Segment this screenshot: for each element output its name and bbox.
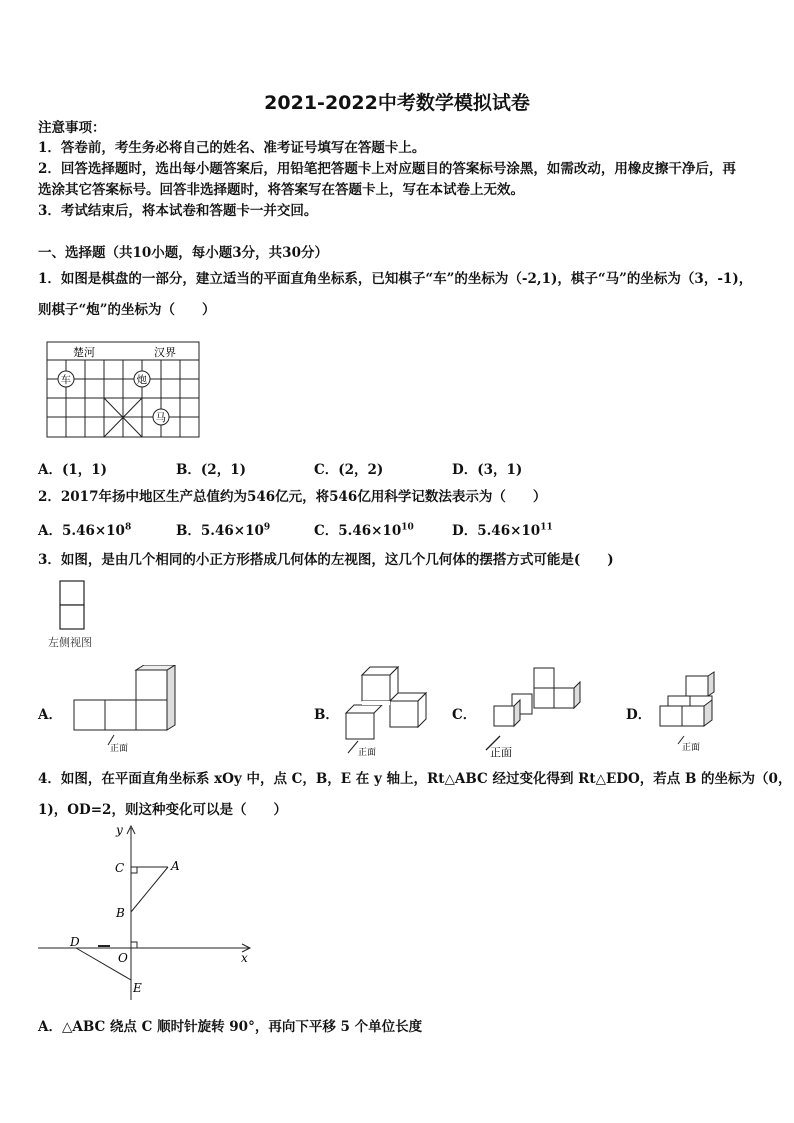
q2-text: 2．2017年扬中地区生产总值约为546亿元，将546亿用科学记数法表示为（ ） (38, 489, 547, 505)
q3-figure-d (656, 670, 726, 754)
coordinate-figure (36, 822, 262, 1004)
origin-label: O (118, 951, 128, 965)
q4-text: 4．如图，在平面直角坐标系 xOy 中，点 C，B，E 在 y 轴上，Rt△ABC 经过变化得到 Rt△EDO，若点 B 的坐标为（0， (38, 771, 792, 787)
q1-text: 1．如图是棋盘的一部分，建立适当的平面直角坐标系，已知棋子“车”的坐标为（-2,1)，棋子“马”的坐标为（3，-1)， (38, 271, 753, 287)
q1-option-d: D．(3，1) (452, 462, 523, 478)
page-title: 2021-2022中考数学模拟试卷 (264, 92, 530, 114)
chess-board-figure (46, 341, 202, 439)
q2-option-c: C．$5.46\times 10^{10}$ (314, 522, 414, 539)
q4-option-a: A．△ABC 绕点 C 顺时针旋转 90°，再向下平移 5 个单位长度 (38, 1019, 423, 1035)
point-a-label: A (171, 859, 180, 873)
q3-figure-c (480, 662, 590, 760)
note-item-3: 3．考试结束后，将本试卷和答题卡一并交回。 (38, 203, 318, 219)
point-c-label: C (115, 861, 125, 875)
front-label-a: 正面 (110, 744, 129, 754)
q4-text-cont: 1)，OD=2，则这种变化可以是（ ） (38, 802, 287, 818)
q1-text-cont: 则棋子“炮”的坐标为（ ） (38, 302, 216, 318)
note-item-1: 1．答卷前，考生务必将自己的姓名、准考证号填写在答题卡上。 (38, 140, 426, 156)
river-label-left: 楚河 (73, 346, 95, 359)
q3-text: 3．如图，是由几个相同的小正方形搭成几何体的左视图，这几个几何体的摆搭方式可能是( ) (38, 552, 614, 568)
q3-option-d: D． (626, 707, 652, 723)
q1-option-c: C．(2，2) (314, 462, 384, 478)
y-axis-label: y (116, 823, 123, 837)
q2-option-b: B．$5.46\times 10^9$ (176, 522, 271, 539)
q1-option-a: A．(1，1) (38, 462, 108, 478)
note-item-2-cont: 选涂其它答案标号。回答非选择题时，将答案写在答题卡上，写在本试卷上无效。 (38, 182, 524, 198)
point-e-label: E (133, 981, 142, 995)
point-b-label: B (116, 906, 125, 920)
note-item-2: 2．回答选择题时，选出每小题答案后，用铅笔把答题卡上对应题目的答案标号涂黑，如需改动，用橡皮擦干净后，再 (38, 161, 736, 177)
q2-option-d: D．$5.46\times 10^{11}$ (452, 522, 553, 539)
ma-label: 马 (155, 412, 166, 424)
q3-figure-a (70, 665, 190, 757)
point-d-label: D (70, 935, 80, 949)
front-label-b: 正面 (358, 748, 377, 758)
front-label-d: 正面 (682, 743, 701, 753)
front-label-c: 正面 (490, 746, 512, 759)
q3-option-b: B． (314, 707, 339, 723)
x-axis-label: x (241, 951, 248, 965)
q1-option-b: B．(2，1) (176, 462, 246, 478)
notes-heading: 注意事项： (38, 120, 106, 136)
q3-figure-b (340, 663, 440, 759)
q3-option-c: C． (452, 707, 477, 723)
che-label: 车 (60, 374, 71, 386)
left-view-label: 左侧视图 (48, 636, 92, 649)
q3-option-a: A． (38, 707, 62, 723)
river-label-right: 汉界 (154, 346, 176, 359)
pao-label: 炮 (136, 374, 147, 386)
q2-option-a: A．$5.46\times 10^8$ (38, 522, 132, 539)
left-view-figure (46, 580, 106, 650)
section-heading: 一、选择题（共10小题，每小题3分，共30分） (38, 245, 328, 261)
